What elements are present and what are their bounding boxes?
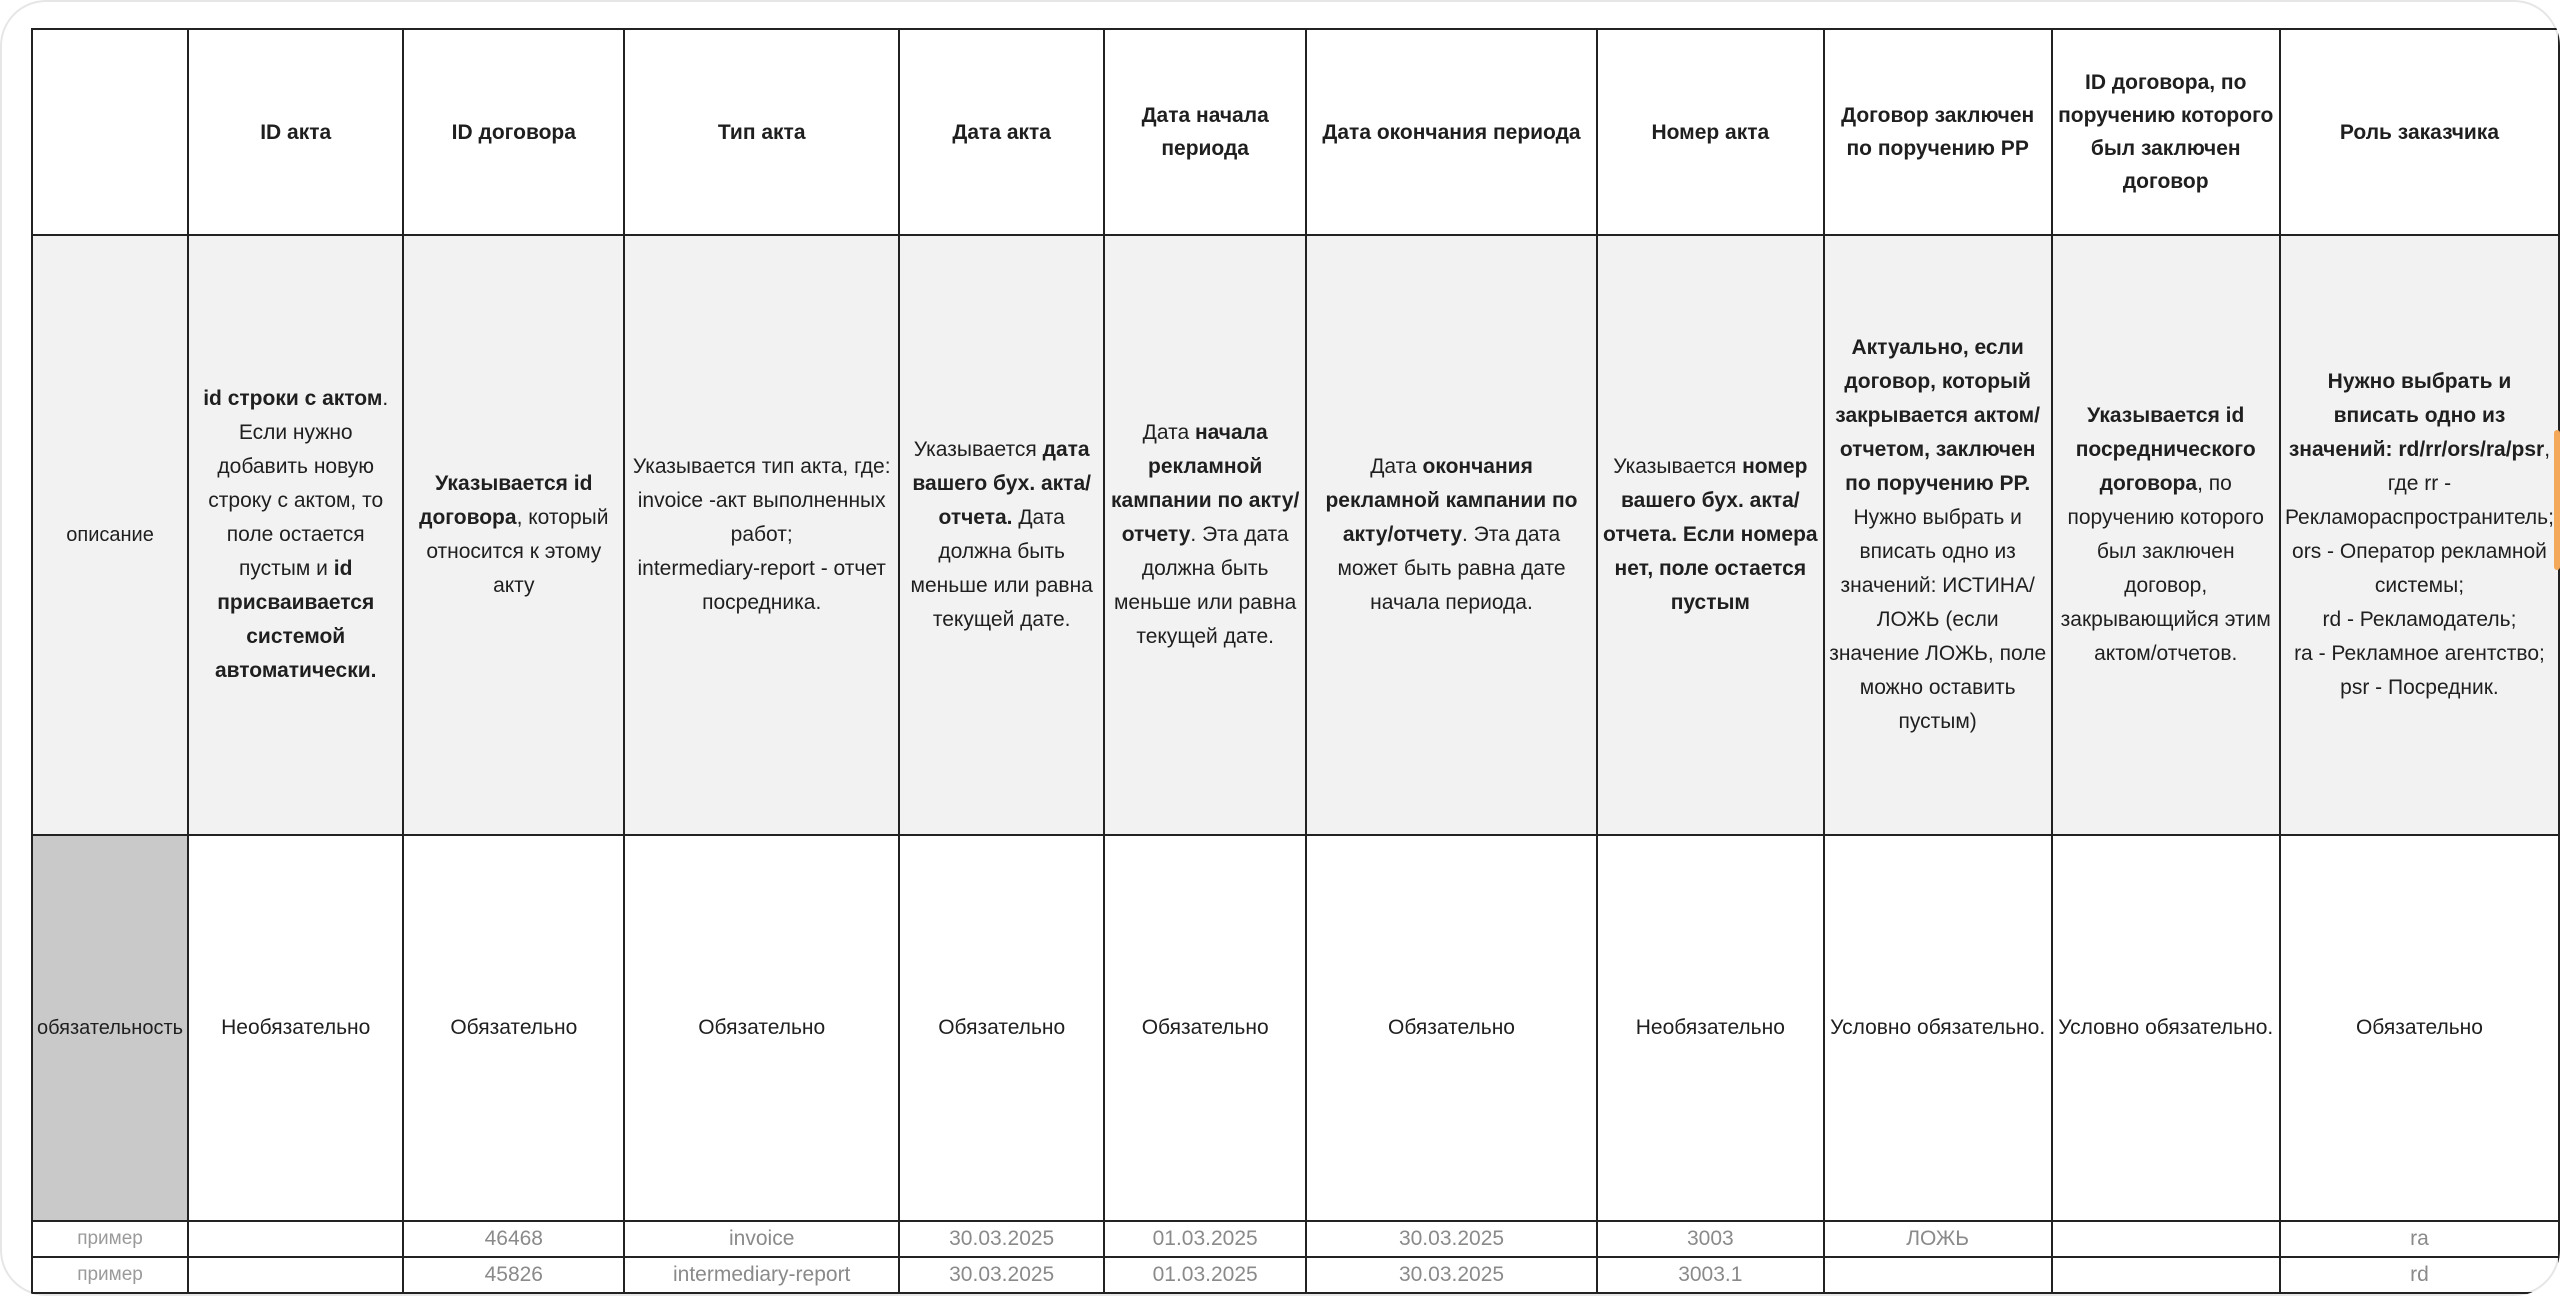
example-cell[interactable]: 45826 — [403, 1257, 624, 1293]
example-cell[interactable]: 01.03.2025 — [1104, 1257, 1306, 1293]
example-cell[interactable] — [1824, 1257, 2052, 1293]
example-cell[interactable] — [2052, 1221, 2280, 1257]
row-label-description[interactable]: описание — [32, 235, 188, 835]
required-cell[interactable]: Необязательно — [1597, 835, 1824, 1221]
example-cell[interactable]: 01.03.2025 — [1104, 1221, 1306, 1257]
edge-marker — [2554, 430, 2560, 570]
description-text: Указывается — [1613, 455, 1743, 478]
row-label-example[interactable]: пример — [32, 1221, 188, 1257]
description-text: . Эта дата может быть равна дате начала периода. — [1337, 523, 1566, 614]
description-text: Дата — [1142, 421, 1195, 444]
description-text: ra - Рекламное агентство; — [2294, 642, 2545, 665]
description-text: Дата — [1370, 455, 1423, 478]
description-text: id присваивается системой автоматически. — [214, 557, 377, 682]
example-cell[interactable]: intermediary-report — [624, 1257, 899, 1293]
description-cell[interactable] — [1104, 235, 1306, 835]
description-cell[interactable] — [899, 235, 1104, 835]
description-text: Указывается тип акта, где: — [632, 455, 891, 478]
example-cell[interactable]: 30.03.2025 — [1306, 1221, 1597, 1257]
description-cell[interactable] — [2052, 235, 2280, 835]
required-cell[interactable]: Обязательно — [1306, 835, 1597, 1221]
description-text: Указывается id посреднического договора — [2075, 404, 2256, 495]
description-text: Нужно выбрать и вписать одно из значений: ИСТИНА/ЛОЖЬ (если значение ЛОЖЬ, поле можно оставить пустым) — [1829, 506, 2047, 733]
description-text: psr - Посредник. — [2340, 676, 2499, 699]
required-cell[interactable]: Обязательно — [2280, 835, 2559, 1221]
corner-cell[interactable] — [32, 29, 188, 235]
example-cell[interactable]: 30.03.2025 — [899, 1257, 1104, 1293]
required-cell[interactable]: Обязательно — [624, 835, 899, 1221]
example-cell[interactable]: 3003.1 — [1597, 1257, 1824, 1293]
description-text: номер вашего бух. акта/отчета. Если номера нет, поле остается пустым — [1603, 455, 1818, 614]
header-row — [32, 29, 2559, 235]
description-cell[interactable] — [2280, 235, 2559, 835]
example-row — [32, 1257, 2559, 1293]
description-text: начала рекламной кампании по акту/отчету — [1111, 421, 1300, 546]
description-text: дата вашего бух. акта/отчета. — [912, 438, 1091, 529]
header-cell[interactable]: ID договора — [403, 29, 624, 235]
description-text: invoice -акт выполненных работ; — [637, 489, 886, 546]
description-cell[interactable] — [1824, 235, 2052, 835]
example-cell[interactable]: 30.03.2025 — [899, 1221, 1104, 1257]
required-cell[interactable]: Условно обязательно. — [1824, 835, 2052, 1221]
required-cell[interactable]: Обязательно — [899, 835, 1104, 1221]
example-cell[interactable]: ra — [2280, 1221, 2559, 1257]
description-text: ors - Оператор рекламной системы; — [2292, 540, 2547, 597]
example-cell[interactable]: rd — [2280, 1257, 2559, 1293]
example-cell[interactable] — [188, 1257, 403, 1293]
header-cell[interactable]: Роль заказчика — [2280, 29, 2559, 235]
example-cell[interactable]: ЛОЖЬ — [1824, 1221, 2052, 1257]
description-text: Нужно выбрать и вписать одно из значений: rd/rr/ors/ra/psr — [2288, 370, 2545, 461]
description-text: Указывается — [913, 438, 1043, 461]
row-label-example[interactable]: пример — [32, 1257, 188, 1293]
description-text: Актуально, если договор, который закрывается актом/отчетом, заключен по поручению РР. — [1835, 336, 2041, 495]
required-row — [32, 835, 2559, 1221]
description-cell[interactable] — [1597, 235, 1824, 835]
example-cell[interactable]: invoice — [624, 1221, 899, 1257]
description-text: окончания рекламной кампании по акту/отчету — [1325, 455, 1578, 546]
description-cell[interactable] — [403, 235, 624, 835]
header-cell[interactable]: Дата акта — [899, 29, 1104, 235]
example-cell[interactable]: 3003 — [1597, 1221, 1824, 1257]
description-text: , где rr - Рекламораспространитель; — [2284, 438, 2554, 529]
example-cell[interactable] — [188, 1221, 403, 1257]
description-row — [32, 235, 2559, 835]
description-text: id строки с актом — [203, 387, 383, 410]
required-cell[interactable]: Условно обязательно. — [2052, 835, 2280, 1221]
example-cell[interactable] — [2052, 1257, 2280, 1293]
header-cell[interactable]: ID договора, по поручению которого был заключен договор — [2052, 29, 2280, 235]
example-cell[interactable]: 46468 — [403, 1221, 624, 1257]
required-cell[interactable]: Обязательно — [1104, 835, 1306, 1221]
description-text: Дата должна быть меньше или равна текущей дате. — [910, 506, 1093, 631]
example-row — [32, 1221, 2559, 1257]
header-cell[interactable]: Дата окончания периода — [1306, 29, 1597, 235]
description-text: intermediary-report - отчет посредника. — [637, 557, 886, 614]
required-cell[interactable]: Необязательно — [188, 835, 403, 1221]
description-text: . Эта дата должна быть меньше или равна текущей дате. — [1113, 523, 1297, 648]
description-cell[interactable] — [188, 235, 403, 835]
required-cell[interactable]: Обязательно — [403, 835, 624, 1221]
description-text: . Если нужно добавить новую строку с актом, то поле остается пустым и — [208, 387, 389, 580]
description-text: , который относится к этому акту — [426, 506, 609, 597]
header-cell[interactable]: Тип акта — [624, 29, 899, 235]
description-cell[interactable] — [624, 235, 899, 835]
header-cell[interactable]: Номер акта — [1597, 29, 1824, 235]
header-cell[interactable]: Договор заключен по поручению РР — [1824, 29, 2052, 235]
header-cell[interactable]: ID акта — [188, 29, 403, 235]
description-text: Указывается id договора — [419, 472, 593, 529]
requirements-table — [31, 28, 2560, 1294]
description-cell[interactable] — [1306, 235, 1597, 835]
example-cell[interactable]: 30.03.2025 — [1306, 1257, 1597, 1293]
description-text: rd - Рекламодатель; — [2322, 608, 2517, 631]
description-text: , по поручению которого был заключен договор, закрывающийся этим актом/отчетов. — [2060, 472, 2271, 665]
row-label-required[interactable]: обязательность — [32, 835, 188, 1221]
header-cell[interactable]: Дата начала периода — [1104, 29, 1306, 235]
